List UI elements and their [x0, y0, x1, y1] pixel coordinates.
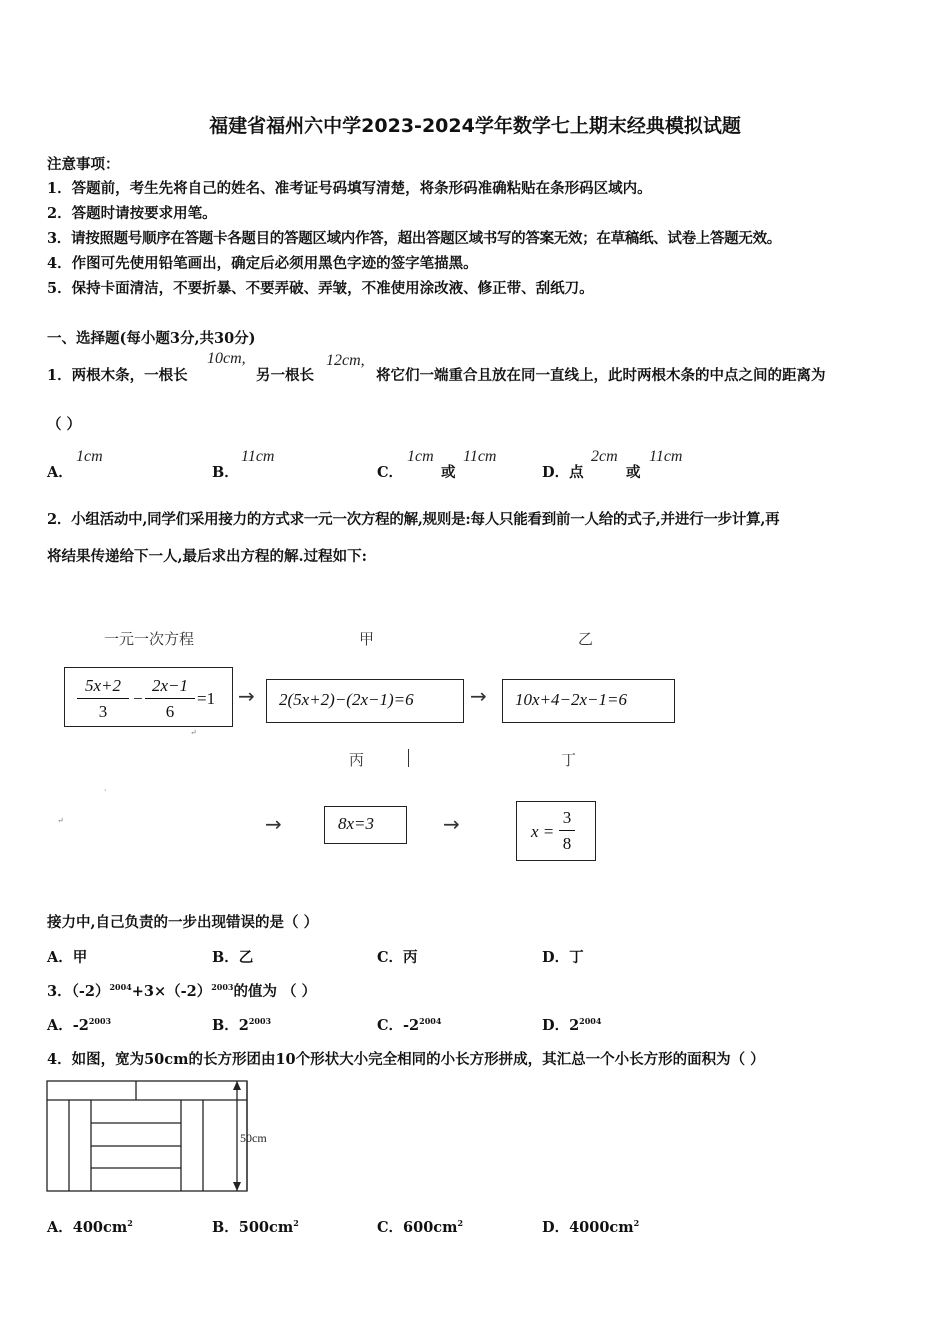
equation-jia: 2(5x+2)−(2x−1)=6 — [279, 690, 414, 709]
q2-question: 接力中,自己负责的一步出现错误的是（ ） — [47, 914, 319, 931]
arrow-2: → — [470, 684, 487, 708]
arrow-3: → — [265, 812, 282, 836]
equation-bing: 8x=3 — [338, 814, 375, 833]
q1-paren: （ ） — [47, 416, 82, 433]
equation-ding-bar — [559, 830, 575, 831]
q4-option-d-exp: 2 — [633, 1218, 640, 1229]
equation-start-box — [64, 667, 233, 727]
q3-option-b-label: B．2 — [212, 1017, 249, 1034]
q3-exp-2: 2003 — [211, 982, 234, 993]
q1-length-2: 12cm, — [326, 352, 365, 369]
q4-option-a-exp: 2 — [127, 1218, 133, 1229]
equation-ding-denominator: 8 — [562, 834, 572, 853]
equation-ding-numerator: 3 — [562, 808, 572, 827]
q3-option-b — [212, 1014, 271, 1035]
q4-option-c-exp: 2 — [457, 1218, 464, 1229]
dimension-arrow-top — [233, 1081, 241, 1090]
q1-text-1: 1．两根木条，一根长 — [47, 367, 188, 384]
notice-header: 注意事项： — [47, 156, 120, 173]
q1-text-3: 将它们一端重合且放在同一直线上，此时两根木条的中点之间的距离为 — [376, 367, 826, 384]
equation-ding-lhs: x = — [531, 822, 555, 841]
q2-option-a: A．甲 — [47, 949, 88, 966]
section-header: 一、选择题(每小题3分,共30分) — [47, 330, 256, 347]
q1-option-d-or: 或 — [626, 464, 641, 481]
q1-length-1: 10cm, — [207, 350, 246, 367]
label-ding: 丁 — [561, 751, 577, 769]
q1-option-c-value-1: 1cm — [407, 448, 434, 465]
q3-option-c-label: C．-2 — [377, 1017, 420, 1034]
q3-option-b-exp: 2003 — [248, 1016, 272, 1027]
cursor-mark — [408, 749, 409, 767]
outer-rectangle — [47, 1081, 247, 1191]
q3-option-a-exp: 2003 — [88, 1016, 112, 1027]
q1-option-d-label: D．点 — [542, 464, 584, 481]
q1-option-b-label: B． — [212, 464, 239, 481]
return-mark-2: ↵ — [57, 816, 64, 825]
fraction-2-bar — [145, 698, 195, 699]
q1-text-2: 另一根长 — [256, 367, 314, 384]
q3-exp-1: 2004 — [109, 982, 132, 993]
equation-jia-box — [266, 679, 464, 723]
q1-option-d-value-2: 11cm — [649, 448, 683, 465]
equation-bing-box — [324, 806, 407, 844]
minus-sign: − — [133, 689, 143, 708]
fraction-2-numerator: 2x−1 — [151, 676, 189, 695]
notice-item-1: 1．答题前，考生先将自己的姓名、准考证号码填写清楚，将条形码准确粘贴在条形码区域内。 — [47, 180, 652, 197]
q4-figure — [44, 1078, 284, 1198]
notice-item-2: 2．答题时请按要求用笔。 — [47, 205, 217, 222]
equation-yi: 10x+4−2x−1=6 — [515, 690, 627, 709]
q4-option-a-label: A．400cm — [47, 1219, 128, 1236]
q3-part-3: 的值为 （ ） — [233, 983, 317, 1000]
equation-ding-box — [516, 801, 596, 861]
q1-option-c-label: C． — [377, 464, 404, 481]
return-mark: ↵ — [190, 728, 197, 737]
q3-option-a — [47, 1014, 111, 1035]
q2-option-c: C．丙 — [377, 949, 418, 966]
q3-option-d-exp: 2004 — [579, 1016, 602, 1027]
q1-option-c-value-2: 11cm — [463, 448, 497, 465]
q4-option-a — [47, 1216, 133, 1237]
q2-text-line-2: 将结果传递给下一人,最后求出方程的解.过程如下: — [47, 548, 367, 565]
q4-option-d-label: D．4000cm — [542, 1219, 634, 1236]
q1-option-b-value: 11cm — [241, 448, 275, 465]
notice-item-5: 5．保持卡面清洁，不要折暴、不要弄破、弄皱，不准使用涂改液、修正带、刮纸刀。 — [47, 280, 594, 297]
q4-option-c — [377, 1216, 463, 1237]
label-jia: 甲 — [359, 630, 375, 648]
dimension-arrow-bottom — [233, 1182, 241, 1191]
q2-option-b: B．乙 — [212, 949, 254, 966]
q1-option-a-value: 1cm — [76, 448, 103, 465]
q3-text — [47, 980, 316, 1001]
q1-option-a-label: A． — [47, 464, 73, 481]
label-bing: 丙 — [349, 751, 365, 769]
equation-start-rhs: =1 — [197, 689, 216, 708]
fraction-1-denominator: 3 — [98, 702, 108, 721]
notice-item-4: 4．作图可先使用铅笔画出，确定后必须用黑色字迹的签字笔描黑。 — [47, 255, 478, 272]
dot-mark: · — [104, 786, 107, 795]
q3-part-1: 3．（-2） — [47, 983, 110, 1000]
label-linear-equation: 一元一次方程 — [104, 630, 195, 648]
q4-option-b — [212, 1216, 299, 1237]
q1-option-d-value-1: 2cm — [591, 448, 618, 465]
q4-option-d — [542, 1216, 639, 1237]
fraction-2-denominator: 6 — [165, 702, 175, 721]
q3-option-a-label: A．-2 — [47, 1017, 89, 1034]
page-title: 福建省福州六中学2023-2024学年数学七上期末经典模拟试题 — [209, 115, 741, 137]
q3-option-d-label: D．2 — [542, 1017, 580, 1034]
label-yi: 乙 — [578, 630, 594, 648]
q4-text: 4．如图，宽为50cm的长方形团由10个形状大小完全相同的小长方形拼成，其汇总一个小长方形的面积为（ ） — [47, 1051, 765, 1068]
q4-option-b-exp: 2 — [293, 1218, 299, 1229]
arrow-4: → — [443, 812, 460, 836]
equation-yi-box — [502, 679, 675, 723]
q3-option-d — [542, 1014, 601, 1035]
q4-option-c-label: C．600cm — [377, 1219, 458, 1236]
q3-option-c-exp: 2004 — [419, 1016, 442, 1027]
dimension-label: 50cm — [240, 1131, 267, 1145]
q2-text-line-1: 2．小组活动中,同学们采用接力的方式求一元一次方程的解,规则是:每人只能看到前一人给的式子,并进行一步计算,再 — [47, 511, 780, 528]
q2-option-d: D．丁 — [542, 949, 584, 966]
q4-option-b-label: B．500cm — [212, 1219, 294, 1236]
arrow-1: → — [238, 684, 255, 708]
q3-option-c — [377, 1014, 441, 1035]
q3-part-2: +3×（-2） — [131, 983, 212, 1000]
notice-item-3: 3．请按照题号顺序在答题卡各题目的答题区域内作答，超出答题区域书写的答案无效；在草稿纸、试卷上答题无效。 — [47, 230, 781, 247]
q1-option-c-or: 或 — [441, 464, 456, 481]
fraction-1-numerator: 5x+2 — [84, 676, 122, 695]
fraction-1-bar — [77, 698, 129, 699]
